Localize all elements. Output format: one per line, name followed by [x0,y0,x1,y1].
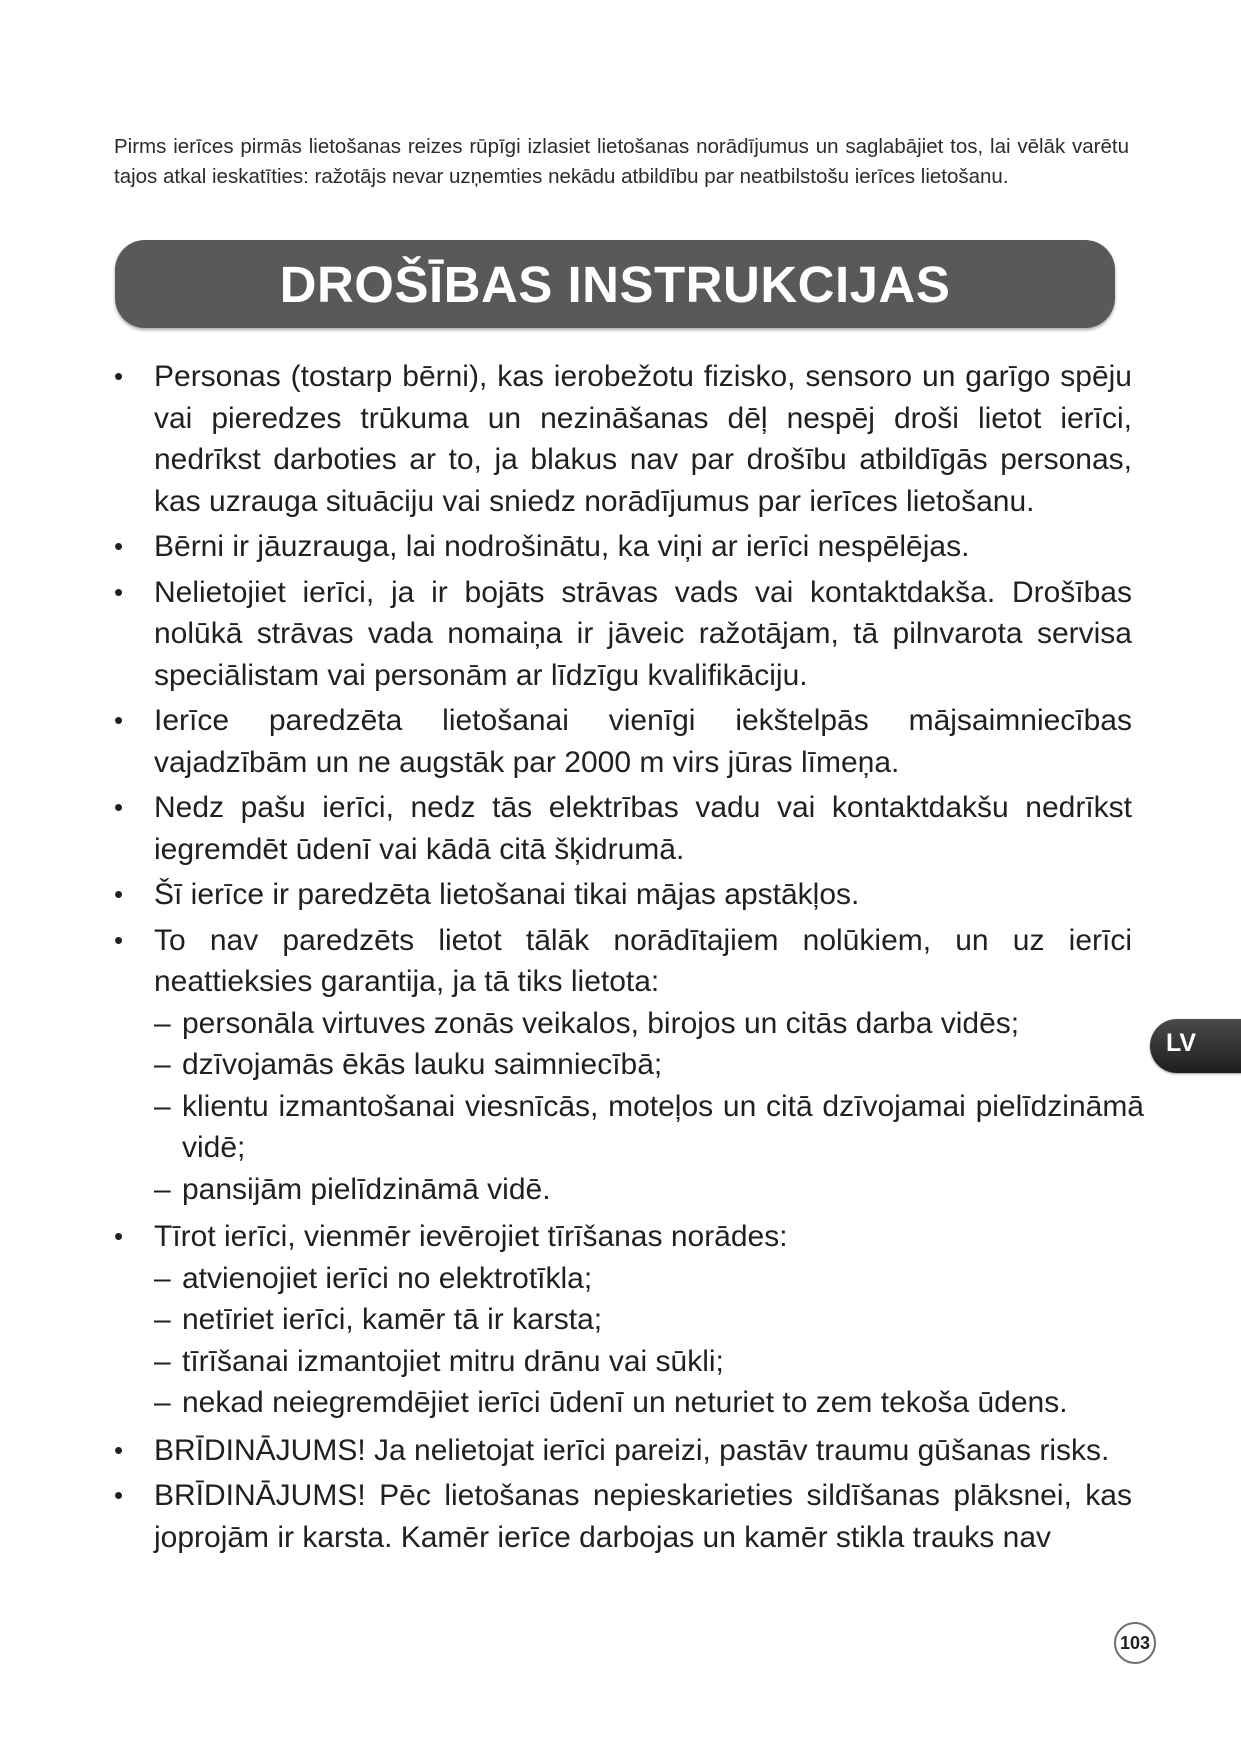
list-item [114,526,1132,568]
bullet-icon: • [114,531,124,561]
bullet-icon: • [114,1221,124,1251]
list-item-text: Šī ierīce ir paredzēta lietošanai tikai mājas apstākļos. [154,878,860,911]
intro-paragraph: Pirms ierīces pirmās lietošanas reizes rūpīgi izlasiet lietošanas norādījumus un saglabājiet tos, lai vēlāk varētu tajos atkal ieskatīties: ražotājs nevar uzņemties nekādu atbildību par neatbilstošu ierīces lietošanu. [114,135,1129,188]
page-number: 103 [1114,1622,1156,1664]
section-title-banner [115,240,1115,328]
list-item-cleaning [114,1216,1132,1424]
list-item-text: Ierīce paredzēta lietošanai vienīgi iekštelpās mājsaimniecības vajadzībām un ne augstāk par 2000 m virs jūras līmeņa. [154,704,1132,779]
sub-item [154,1044,1132,1086]
sub-item [154,1086,1144,1169]
sub-item-text: pansijām pielīdzināmā vidē. [182,1172,551,1206]
dash-icon: – [154,1303,171,1336]
sub-item-text: tīrīšanai izmantojiet mitru drānu vai sūkli; [182,1344,724,1378]
list-item-text: BRĪDINĀJUMS! Pēc lietošanas nepieskarieties sildīšanas plāksnei, kas joprojām ir karsta. Kamēr ierīce darbojas un kamēr stikla trauks nav [154,1479,1132,1554]
bullet-icon: • [114,576,124,607]
sub-item-text: atvienojiet ierīci no elektrotīkla; [182,1261,593,1295]
sub-item-text: personāla virtuves zonās veikalos, birojos un citās darba vidēs; [182,1006,1020,1040]
safety-instructions-list [114,356,1144,1562]
sub-item [154,1382,1132,1424]
dash-icon: – [154,1261,171,1295]
list-item-warranty [114,920,1144,1211]
language-tab-label: LV [1166,1029,1197,1057]
bullet-icon: • [114,792,124,822]
bullet-icon: • [114,361,124,391]
dash-icon: – [154,1089,171,1123]
list-item-text: Nedz pašu ierīci, nedz tās elektrības vadu vai kontaktdakšu nedrīkst iegremdēt ūdenī vai kādā citā šķidrumā. [154,791,1132,866]
section-title: DROŠĪBAS INSTRUKCIJAS [279,255,951,313]
dash-icon: – [154,1006,171,1040]
bullet-icon: • [114,705,124,735]
sub-item-text: dzīvojamās ēkās lauku saimniecībā; [182,1048,663,1081]
list-item [114,787,1132,870]
dash-icon: – [154,1048,171,1081]
sub-item [154,1003,1132,1045]
list-item [114,356,1132,522]
bullet-icon: • [114,1480,124,1510]
list-item [114,572,1132,697]
dash-icon: – [154,1172,171,1206]
sub-item [154,1341,1132,1383]
bullet-icon: • [114,1434,124,1465]
sub-item [154,1299,1132,1341]
list-item-warning [114,1430,1132,1472]
list-item [114,700,1132,783]
list-item [114,874,1132,916]
dash-icon: – [154,1344,171,1378]
sub-item [154,1169,1132,1211]
sub-item-text: nekad neiegremdējiet ierīci ūdenī un neturiet to zem tekoša ūdens. [182,1386,1068,1419]
list-item-text: Tīrot ierīci, vienmēr ievērojiet tīrīšanas norādes: [154,1220,788,1253]
language-tab [1150,1019,1241,1073]
list-item-text: To nav paredzēts lietot tālāk norādītajiem nolūkiem, un uz ierīci neattieksies garantija, ja tā tiks lietota: [154,923,1132,998]
sub-item-text: netīriet ierīci, kamēr tā ir karsta; [182,1303,603,1336]
list-item-warning [114,1475,1132,1558]
bullet-icon: • [114,879,124,909]
bullet-icon: • [114,924,124,955]
dash-icon: – [154,1386,171,1419]
sub-item-text: klientu izmantošanai viesnīcās, moteļos un citā dzīvojamai pielīdzināmā vidē; [182,1089,1144,1164]
sub-item [154,1258,1132,1300]
list-item-text: BRĪDINĀJUMS! Ja nelietojat ierīci pareizi, pastāv traumu gūšanas risks. [154,1433,1110,1467]
list-item-text: Bērni ir jāuzrauga, lai nodrošinātu, ka viņi ar ierīci nespēlējas. [154,530,970,563]
list-item-text: Personas (tostarp bērni), kas ierobežotu fizisko, sensoro un garīgo spēju vai pieredzes trūkuma un nezināšanas dēļ nespēj droši lietot ierīci, nedrīkst darboties ar to, ja blakus nav par drošību atbildīgās personas, kas uzrauga situāciju vai sniedz norādījumus par ierīces lietošanu. [154,360,1132,518]
list-item-text: Nelietojiet ierīci, ja ir bojāts strāvas vads vai kontaktdakša. Drošības nolūkā strāvas vada nomaiņa ir jāveic ražotājam, tā pilnvarota servisa speciālistam vai personām ar līdzīgu kvalifikāciju. [154,575,1132,692]
